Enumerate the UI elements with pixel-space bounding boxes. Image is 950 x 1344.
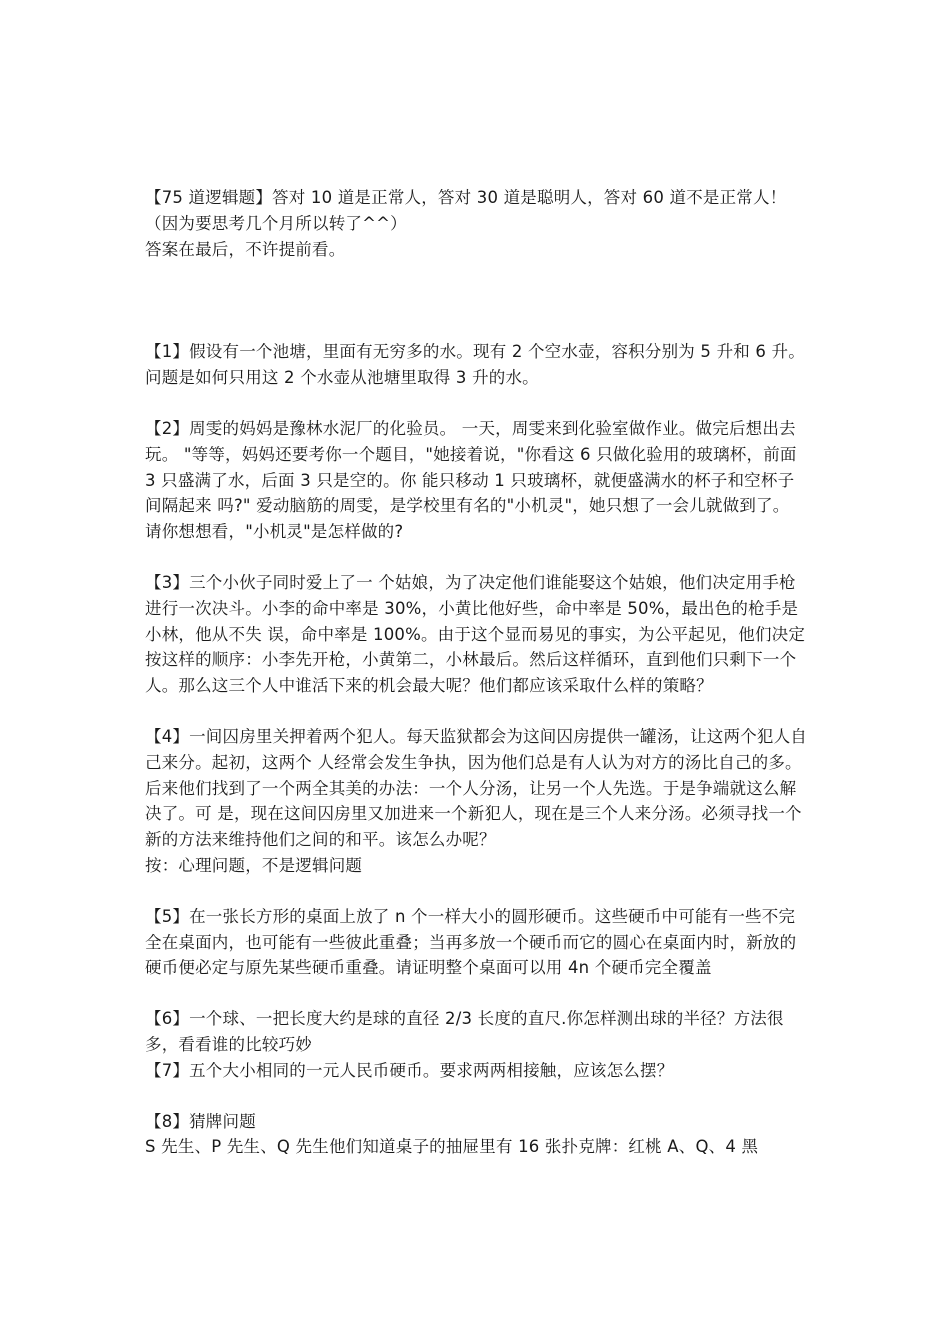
spacer <box>145 1084 810 1109</box>
question-5: 【5】在一张长方形的桌面上放了 n 个一样大小的圆形硬币。这些硬币中可能有一些不完全在桌面内，也可能有一些彼此重叠；当再多放一个硬币而它的圆心在桌面内时，新放的硬币便必定与原先某些硬币重叠。请证明整个桌面可以用 4n 个硬币完全覆盖 <box>145 906 797 978</box>
intro-note: 答案在最后，不许提前看。 <box>145 239 346 259</box>
spacer <box>145 699 810 724</box>
spacer <box>145 391 810 416</box>
question-6 <box>145 1006 810 1083</box>
question-6-text: 【6】一个球、一把长度大约是球的直径 2/3 长度的直尺.你怎样测出球的半径？方法很多，看看谁的比较巧妙 <box>145 1009 784 1054</box>
question-8 <box>145 1109 810 1161</box>
spacer <box>145 879 810 904</box>
question-4-text: 【4】一间囚房里关押着两个犯人。每天监狱都会为这间囚房提供一罐汤，让这两个犯人自己来分。起初，这两个 人经常会发生争执，因为他们总是有人认为对方的汤比自己的多。后来他们找到了一个两全其美的办法：一个人分汤，让另一个人先选。于是争端就这么解决了。可 是，现在这间囚房里又加进来一个新犯人，现在是三个人来分汤。必须寻找一个新的方法来维持他们之间的和平。该怎么办呢？ <box>145 726 807 850</box>
spacer <box>145 545 810 570</box>
document-page <box>145 185 810 1160</box>
intro-line: 【75 道逻辑题】答对 10 道是正常人，答对 30 道是聪明人，答对 60 道不是正常人！（因为要思考几个月所以转了^^） <box>145 188 787 233</box>
spacer <box>145 981 810 1006</box>
question-4-note: 按：心理问题，不是逻辑问题 <box>145 855 363 875</box>
question-2: 【2】周雯的妈妈是豫林水泥厂的化验员。 一天，周雯来到化验室做作业。做完后想出去玩。 "等等，妈妈还要考你一个题目，"她接着说，"你看这 6 只做化验用的玻璃杯，前面 3 只盛满了水，后面 3 只是空的。你 能只移动 1 只玻璃杯，就便盛满水的杯子和空杯子间隔起来 吗?" 爱动脑筋的周雯，是学校里有名的"小机灵"，她只想了一会儿就做到了。 请你想想看，"小机灵"是怎样做的? <box>145 418 797 542</box>
question-1: 【1】假设有一个池塘，里面有无穷多的水。现有 2 个空水壶，容积分别为 5 升和 6 升。问题是如何只用这 2 个水壶从池塘里取得 3 升的水。 <box>145 342 805 388</box>
question-4 <box>145 724 810 879</box>
intro-title <box>145 185 810 262</box>
question-7: 【7】五个大小相同的一元人民币硬币。要求两两相接触，应该怎么摆？ <box>145 1060 674 1080</box>
question-8-title: 【8】猜牌问题 <box>145 1111 256 1131</box>
question-8-text: S 先生、P 先生、Q 先生他们知道桌子的抽屉里有 16 张扑克牌：红桃 A、Q、4 黑 <box>145 1137 759 1157</box>
question-3: 【3】三个小伙子同时爱上了一 个姑娘，为了决定他们谁能娶这个姑娘，他们决定用手枪进行一次决斗。小李的命中率是 30%，小黄比他好些，命中率是 50%，最出色的枪手是小林，他从不失 误，命中率是 100%。由于这个显而易见的事实，为公平起见，他们决定按这样的顺序：小李先开枪，小黄第二，小林最后。然后这样循环，直到他们只剩下一个 人。那么这三个人中谁活下来的机会最大呢？他们都应该采取什么样的策略？ <box>145 572 806 696</box>
spacer <box>145 262 810 339</box>
